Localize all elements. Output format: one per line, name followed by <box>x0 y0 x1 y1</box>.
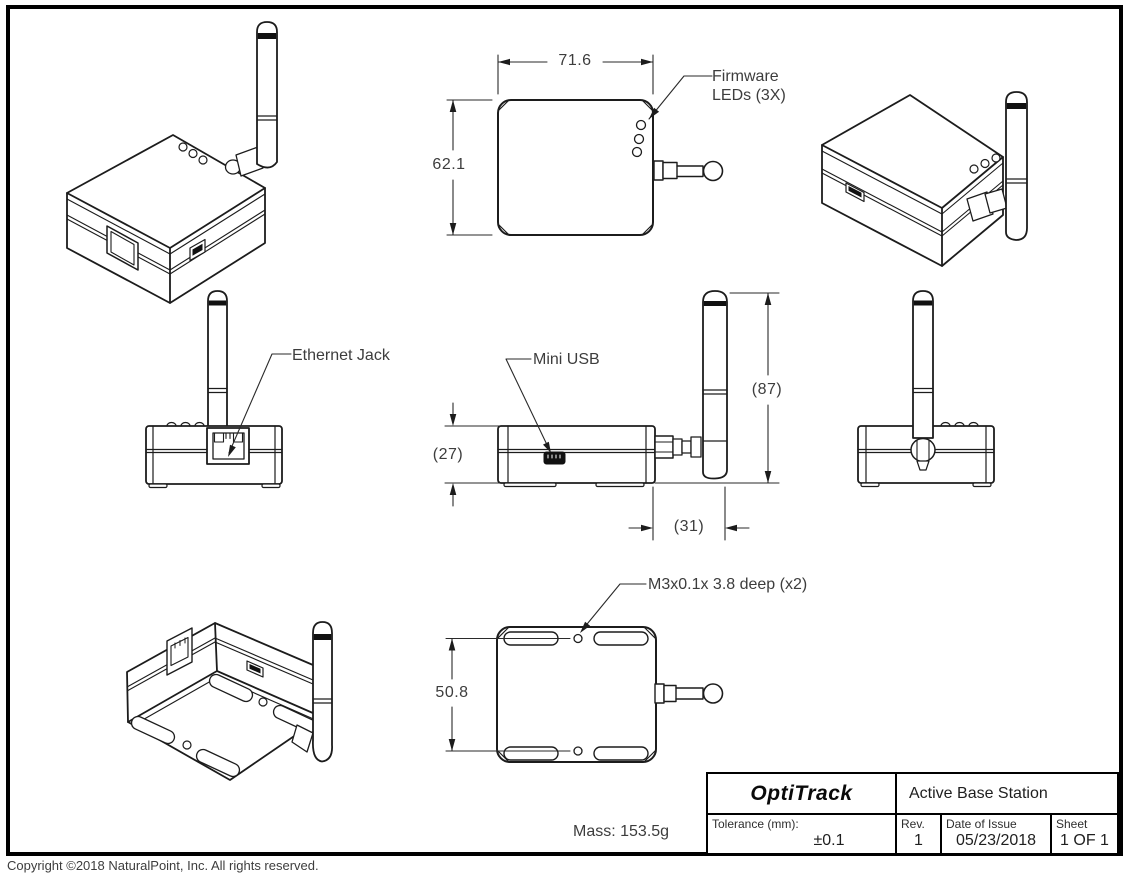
firmware-led-icon <box>637 121 646 130</box>
firmware-leds-label <box>712 67 786 105</box>
tolerance-label: Tolerance (mm): <box>712 817 799 831</box>
sheet-cell <box>1052 815 1117 853</box>
mounting-hole <box>183 741 191 749</box>
dim-overall-height: (87) <box>749 381 785 399</box>
rear-view-drawing <box>858 291 994 487</box>
title-block <box>706 772 1119 855</box>
iso-view-top-left <box>67 22 277 303</box>
firmware-leds-label-line2: LEDs (3X) <box>712 87 786 104</box>
firmware-led-icon <box>633 148 642 157</box>
sheet-value: 1 OF 1 <box>1060 832 1109 849</box>
iso-view-bottom-left <box>127 622 332 780</box>
sheet-label: Sheet <box>1056 817 1088 831</box>
mini-usb-icon <box>544 452 565 464</box>
firmware-leds-label-line1: Firmware <box>712 68 779 85</box>
optitrack-logo-text: OptiTrack <box>750 781 853 805</box>
drawing-title: Active Base Station <box>909 784 1048 802</box>
antenna-stub-bottom <box>655 684 723 703</box>
tolerance-cell <box>708 815 897 853</box>
ethernet-jack-label: Ethernet Jack <box>292 347 390 364</box>
iso-view-top-right <box>822 92 1027 266</box>
front-view-drawing <box>146 291 291 488</box>
title-block-row-2 <box>708 815 1117 853</box>
mounting-holes-label: M3x0.1x 3.8 deep (x2) <box>648 576 808 593</box>
rev-cell <box>897 815 942 853</box>
antenna-rear <box>911 291 935 470</box>
rubber-foot <box>594 632 648 645</box>
tolerance-value: ±0.1 <box>813 832 845 849</box>
dim-top-width: 71.6 <box>555 52 594 70</box>
mounting-hole <box>574 747 582 755</box>
copyright-note: Copyright ©2018 NaturalPoint, Inc. All rights reserved. <box>7 858 319 873</box>
side-dim-lines <box>445 293 779 540</box>
rev-label: Rev. <box>901 817 925 831</box>
rubber-foot <box>594 747 648 760</box>
ethernet-jack-icon <box>207 428 249 464</box>
optitrack-logo <box>708 774 897 813</box>
title-block-row-1 <box>708 774 1117 815</box>
mass-note: Mass: 153.5g <box>573 823 670 840</box>
firmware-led-icon <box>635 135 644 144</box>
dim-hole-spacing: 50.8 <box>432 684 471 702</box>
date-of-issue-value: 05/23/2018 <box>955 832 1037 849</box>
dim-antenna-offset: (31) <box>671 518 707 536</box>
antenna-iso <box>226 22 278 176</box>
mounting-hole <box>259 698 267 706</box>
date-of-issue-label: Date of Issue <box>946 817 1017 831</box>
bottom-view-drawing <box>446 584 723 762</box>
dim-body-height: (27) <box>430 446 466 464</box>
antenna-side <box>655 291 727 479</box>
rubber-foot <box>504 747 558 760</box>
mounting-hole <box>574 635 582 643</box>
mini-usb-label: Mini USB <box>533 351 600 368</box>
dim-top-depth: 62.1 <box>429 156 468 174</box>
top-view-drawing <box>447 55 723 235</box>
side-view-drawing <box>445 291 779 540</box>
date-of-issue-cell <box>942 815 1052 853</box>
antenna-stub-top <box>654 161 723 181</box>
rev-value: 1 <box>914 832 923 849</box>
